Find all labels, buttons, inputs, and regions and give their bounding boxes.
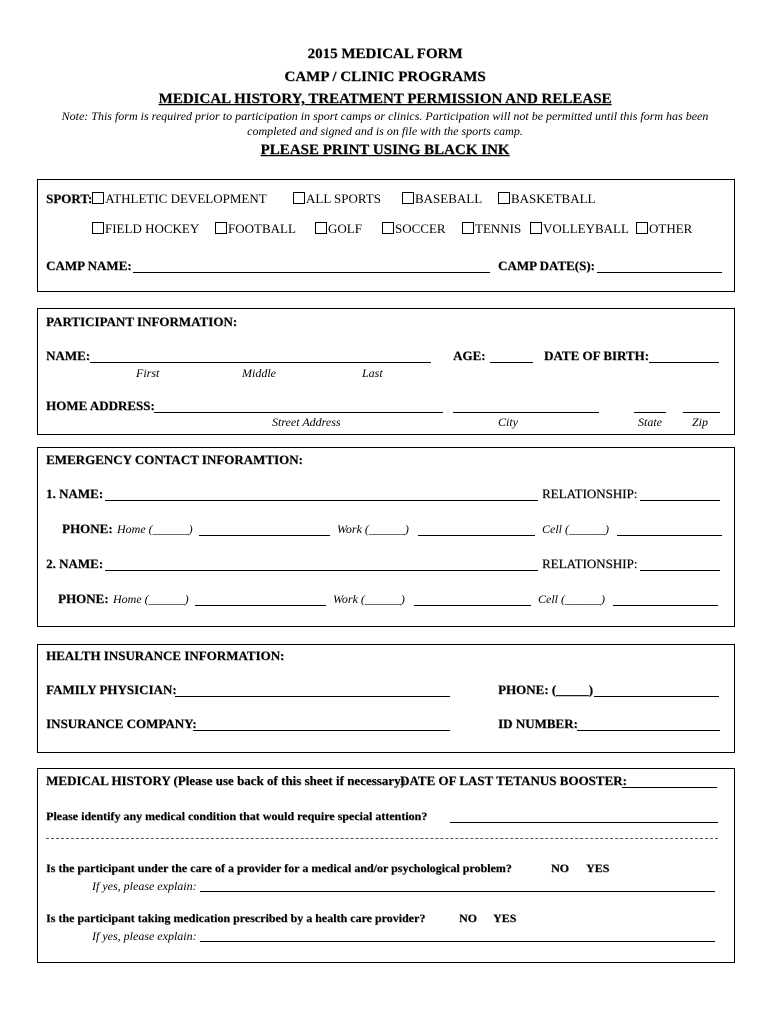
contact1-work-field[interactable] — [418, 535, 535, 536]
contact2-cell-field[interactable] — [613, 605, 718, 606]
zip-caption: Zip — [692, 415, 709, 429]
name-label-text: NAME — [46, 348, 86, 363]
contact2-home-label: Home (______) — [113, 592, 189, 606]
option-all-sports: ALL SPORTS — [306, 191, 381, 206]
id-number-label: ID NUMBER: — [498, 716, 578, 731]
option-basketball: BASKETBALL — [511, 191, 596, 206]
option-golf: GOLF — [328, 221, 362, 236]
contact2-phone-label-text: PHONE — [58, 591, 105, 606]
age-field[interactable] — [490, 362, 533, 363]
contact1-relationship-label: RELATIONSHIP: — [542, 486, 638, 501]
print-instruction: PLEASE PRINT USING BLACK INK — [260, 142, 510, 158]
option-field-hockey-wrap — [92, 221, 199, 237]
question-medical-condition: Please identify any medical condition that would require special attention? — [46, 809, 428, 823]
option-field-hockey: FIELD HOCKEY — [105, 221, 200, 236]
question-medication: Is the participant taking medication prescribed by a health care provider? — [46, 911, 426, 925]
id-number-field[interactable] — [577, 730, 720, 731]
option-other-wrap — [636, 221, 692, 237]
tetanus-label: DATE OF LAST TETANUS BOOSTER: — [400, 773, 627, 788]
emergency-heading: EMERGENCY CONTACT INFORAMTION: — [46, 452, 303, 467]
camp-name-field[interactable] — [133, 272, 490, 273]
camp-name-label: CAMP NAME: — [46, 258, 132, 273]
physician-phone-label: PHONE: (_____) — [498, 682, 593, 697]
camp-dates-label: CAMP DATE(S): — [498, 258, 595, 273]
contact1-name-field[interactable] — [105, 500, 538, 501]
contact2-work-field[interactable] — [414, 605, 531, 606]
provider-care-explain-label: If yes, please explain: — [92, 879, 197, 893]
contact2-name-field[interactable] — [105, 570, 538, 571]
city-field[interactable] — [453, 412, 599, 413]
dob-label-text: DATE OF BIRTH — [544, 348, 645, 363]
contact2-name-label: 2. NAME: — [46, 556, 104, 571]
option-football-wrap — [215, 221, 296, 237]
contact1-relationship-field[interactable] — [640, 500, 720, 501]
medication-explain-label: If yes, please explain: — [92, 929, 197, 943]
option-football: FOOTBALL — [228, 221, 296, 236]
home-address-label: HOME ADDRESS: — [46, 398, 155, 413]
checkbox-all-sports[interactable] — [293, 192, 305, 204]
form-title: 2015 MEDICAL FORM — [307, 46, 463, 62]
physician-label: FAMILY PHYSICIAN: — [46, 682, 177, 697]
state-field[interactable] — [634, 412, 666, 413]
dob-label: DATE OF BIRTH: — [544, 348, 650, 363]
medical-condition-line-2[interactable] — [46, 838, 718, 839]
last-caption: Last — [362, 366, 383, 380]
checkbox-field-hockey[interactable] — [92, 222, 104, 234]
option-all-sports-wrap — [293, 191, 381, 207]
contact1-cell-label: Cell (______) — [542, 522, 609, 536]
medication-explain-field[interactable] — [200, 941, 715, 942]
insurance-company-field[interactable] — [193, 730, 450, 731]
contact2-cell-label: Cell (______) — [538, 592, 605, 606]
contact2-relationship-field[interactable] — [640, 570, 720, 571]
option-other: OTHER — [649, 221, 693, 236]
participant-heading: PARTICIPANT INFORMATION: — [46, 314, 238, 329]
option-athletic-development: ATHLETIC DEVELOPMENT — [105, 191, 267, 206]
first-caption: First — [136, 366, 160, 380]
contact2-home-field[interactable] — [195, 605, 326, 606]
state-caption: State — [638, 415, 662, 429]
street-caption: Street Address — [272, 415, 341, 429]
physician-phone-field[interactable] — [594, 696, 719, 697]
contact1-cell-field[interactable] — [617, 535, 722, 536]
option-tennis-wrap — [462, 221, 521, 237]
form-heading: MEDICAL HISTORY, TREATMENT PERMISSION AND RELEASE — [158, 91, 612, 107]
option-volleyball-wrap — [530, 221, 629, 237]
contact2-phone-label: PHONE: — [58, 591, 109, 606]
option-tennis: TENNIS — [475, 221, 522, 236]
option-basketball-wrap — [498, 191, 596, 207]
checkbox-volleyball[interactable] — [530, 222, 542, 234]
name-label: NAME: — [46, 348, 91, 363]
camp-dates-field[interactable] — [597, 272, 722, 273]
participant-name-field[interactable] — [90, 362, 431, 363]
medication-yes[interactable]: YES — [493, 911, 517, 925]
contact2-relationship-label: RELATIONSHIP: — [542, 556, 638, 571]
checkbox-football[interactable] — [215, 222, 227, 234]
checkbox-golf[interactable] — [315, 222, 327, 234]
home-address-label-text: HOME ADDRESS — [46, 398, 151, 413]
form-note: Note: This form is required prior to participation in sport camps or clinics. Participation will not be permitted until this form has been completed and signed and is on file with the sports camp. — [61, 109, 709, 138]
contact1-name-label: 1. NAME: — [46, 486, 104, 501]
sport-row-1 — [46, 191, 267, 207]
dob-field[interactable] — [649, 362, 719, 363]
option-soccer: SOCCER — [395, 221, 446, 236]
contact1-phone-label: PHONE: — [62, 521, 113, 536]
checkbox-other[interactable] — [636, 222, 648, 234]
checkbox-soccer[interactable] — [382, 222, 394, 234]
sport-label: SPORT: — [46, 191, 93, 206]
medical-heading: MEDICAL HISTORY (Please use back of this sheet if necessary) — [46, 773, 405, 788]
option-baseball-wrap — [402, 191, 482, 207]
insurance-heading: HEALTH INSURANCE INFORMATION: — [46, 648, 285, 663]
provider-care-explain-field[interactable] — [200, 891, 715, 892]
contact1-work-label: Work (______) — [337, 522, 409, 536]
medication-no[interactable]: NO — [459, 911, 477, 925]
middle-caption: Middle — [242, 366, 276, 380]
checkbox-basketball[interactable] — [498, 192, 510, 204]
city-caption: City — [498, 415, 518, 429]
option-golf-wrap — [315, 221, 362, 237]
form-subtitle: CAMP / CLINIC PROGRAMS — [284, 69, 486, 85]
physician-field[interactable] — [175, 696, 450, 697]
tetanus-field[interactable] — [622, 787, 717, 788]
insurance-company-label: INSURANCE COMPANY: — [46, 716, 197, 731]
checkbox-athletic-development[interactable] — [92, 192, 104, 204]
zip-field[interactable] — [683, 412, 720, 413]
question-provider-care: Is the participant under the care of a provider for a medical and/or psychological problem? — [46, 861, 512, 875]
provider-care-no[interactable]: NO — [551, 861, 569, 875]
contact2-work-label: Work (______) — [333, 592, 405, 606]
contact1-home-label: Home (______) — [117, 522, 193, 536]
age-label: AGE: — [453, 348, 486, 363]
contact1-home-field[interactable] — [199, 535, 330, 536]
checkbox-baseball[interactable] — [402, 192, 414, 204]
option-soccer-wrap — [382, 221, 446, 237]
medical-condition-field[interactable] — [450, 822, 718, 823]
option-baseball: BASEBALL — [415, 191, 483, 206]
option-volleyball: VOLLEYBALL — [543, 221, 629, 236]
contact1-phone-label-text: PHONE — [62, 521, 109, 536]
street-field[interactable] — [154, 412, 443, 413]
provider-care-yes[interactable]: YES — [586, 861, 610, 875]
checkbox-tennis[interactable] — [462, 222, 474, 234]
